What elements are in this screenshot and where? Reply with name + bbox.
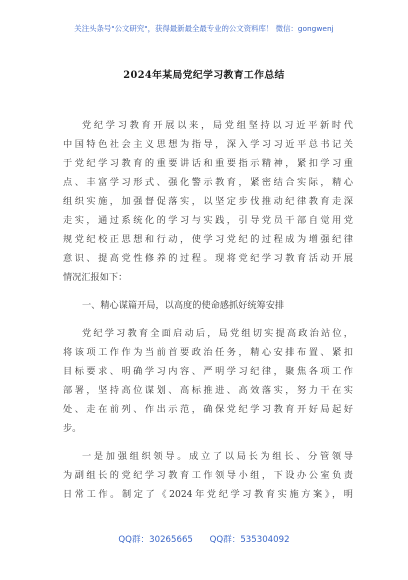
text-line: 为副组长的党纪学习教育工作领导小组，下设办公室负责 <box>63 470 353 481</box>
paragraph-section-1 <box>63 324 353 438</box>
text-line: 中国特色社会主义思想为指导，深入学习习近平总书记关 <box>63 139 353 150</box>
text-line: 组织实施，加强督促落实，以坚定步伐推动纪律教育走深 <box>63 196 353 207</box>
text-line: 情况汇报如下： <box>63 272 128 283</box>
footer-contact-note <box>0 533 408 545</box>
text-line: 党纪学习教育开展以来，局党组坚持以习近平新时代 <box>82 120 353 131</box>
text-line: 走实，通过系统化的学习与实践，引导党员干部自觉用党 <box>63 215 353 226</box>
paragraph-organization <box>63 447 353 504</box>
text-line: 日常工作。制定了《2024年党纪学习教育实施方案》，明 <box>63 489 353 500</box>
text-line: 党纪学习教育全面启动后，局党组切实提高政治站位， <box>82 328 353 339</box>
section-heading-1 <box>63 296 353 315</box>
text-line: 目标要求、明确学习内容、严明学习纪律，聚焦各项工作 <box>63 366 353 377</box>
text-line: 步。 <box>63 423 82 434</box>
text-line: 一是加强组织领导。成立了以局长为组长、分管领导 <box>82 451 353 462</box>
qq-group-2: QQ群：535304092 <box>209 535 290 545</box>
text-line: 将该项工作作为当前首要政治任务，精心安排布置、紧扣 <box>63 347 353 358</box>
section-heading-text: 一、精心谋篇开局，以高度的使命感抓好统筹安排 <box>82 300 285 311</box>
text-line: 部署，坚持高位谋划、高标推进、高效落实，努力干在实 <box>63 385 353 396</box>
text-line: 于党纪学习教育的重要讲话和重要指示精神，紧扣学习重 <box>63 158 353 169</box>
document-title: 2024年某局党纪学习教育工作总结 <box>123 70 285 81</box>
text-line: 意识、提高党性修养的过程。现将党纪学习教育活动开展 <box>63 253 353 264</box>
qq-group-1: QQ群：30265665 <box>118 535 193 545</box>
text-line: 点、丰富学习形式、强化警示教育，紧密结合实际，精心 <box>63 177 353 188</box>
header-promo-note: 关注头条号"公文研究"，获得最新最全最专业的公文资料库！ 微信：gongwenj <box>74 24 334 33</box>
paragraph-intro <box>63 116 353 287</box>
document-body <box>63 116 353 504</box>
text-line: 规党纪校正思想和行动，使学习党纪的过程成为增强纪律 <box>63 234 353 245</box>
text-line: 处、走在前列、作出示范，确保党纪学习教育开好局起好 <box>63 404 353 415</box>
